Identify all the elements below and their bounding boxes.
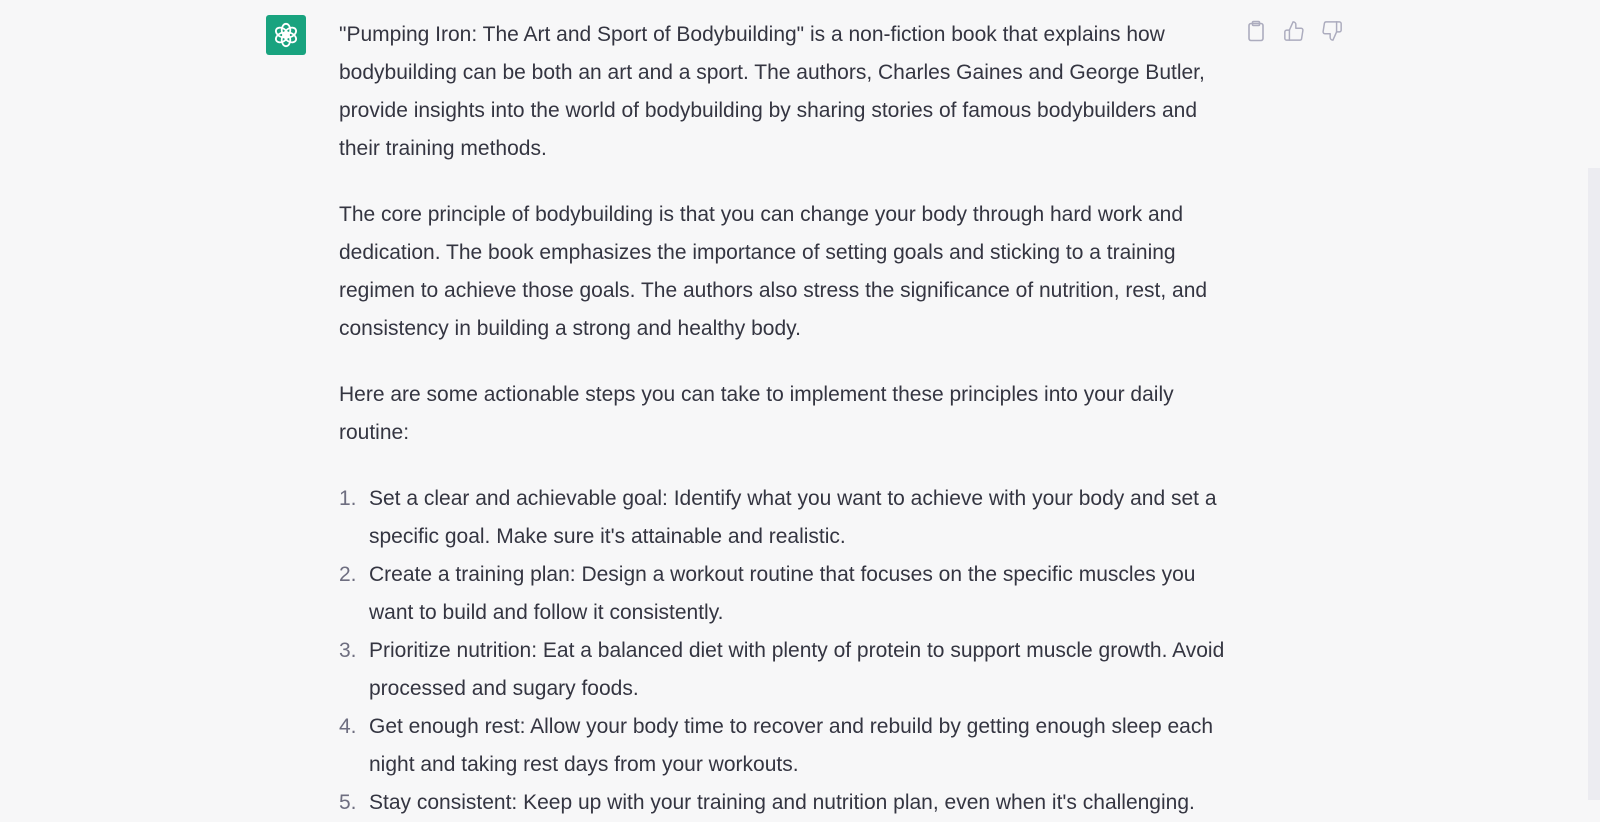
thumbs-down-button[interactable] [1321,19,1343,43]
assistant-avatar [266,15,306,55]
scrollbar[interactable] [1588,168,1600,800]
message-paragraph: Here are some actionable steps you can take to implement these principles into your daily routine: [339,383,1174,444]
list-item [339,480,1239,556]
list-item-text: Set a clear and achievable goal: Identify what you want to achieve with your body and set a specific goal. Make sure it's attainable and realistic. [369,487,1217,548]
thumbs-up-icon [1283,20,1305,42]
list-item [339,632,1239,708]
list-item-number: 3. [339,639,357,662]
list-item-number: 2. [339,563,357,586]
thumbs-down-icon [1321,20,1343,42]
message-paragraph: The core principle of bodybuilding is that you can change your body through hard work and dedication. The book emphasizes the importance of setting goals and sticking to a training regimen to achieve those goals. The authors also stress the significance of nutrition, rest, and consistency in building a strong and healthy body. [339,203,1208,340]
steps-list [339,480,1239,822]
copy-button[interactable] [1245,19,1267,43]
message-paragraph: "Pumping Iron: The Art and Sport of Bodybuilding" is a non-fiction book that explains how bodybuilding can be both an art and a sport. The authors, Charles Gaines and George Butler, provide insights into the world of bodybuilding by sharing stories of famous bodybuilders and their training methods. [339,23,1205,160]
list-item-text: Create a training plan: Design a workout routine that focuses on the specific muscles you want to build and follow it consistently. [369,563,1196,624]
list-item-number: 1. [339,487,357,510]
list-item-number: 5. [339,791,357,814]
list-item [339,784,1239,822]
list-item-text: Prioritize nutrition: Eat a balanced diet with plenty of protein to support muscle growth. Avoid processed and sugary foods. [369,639,1225,700]
list-item-text: Stay consistent: Keep up with your training and nutrition plan, even when it's challenging. [369,791,1195,814]
list-item-number: 4. [339,715,357,738]
list-item [339,708,1239,784]
clipboard-icon [1246,20,1266,42]
message-actions [1245,19,1343,43]
openai-logo-icon [272,21,300,49]
list-item [339,556,1239,632]
assistant-message [339,16,1239,822]
thumbs-up-button[interactable] [1283,19,1305,43]
list-item-text: Get enough rest: Allow your body time to recover and rebuild by getting enough sleep each night and taking rest days from your workouts. [369,715,1214,776]
